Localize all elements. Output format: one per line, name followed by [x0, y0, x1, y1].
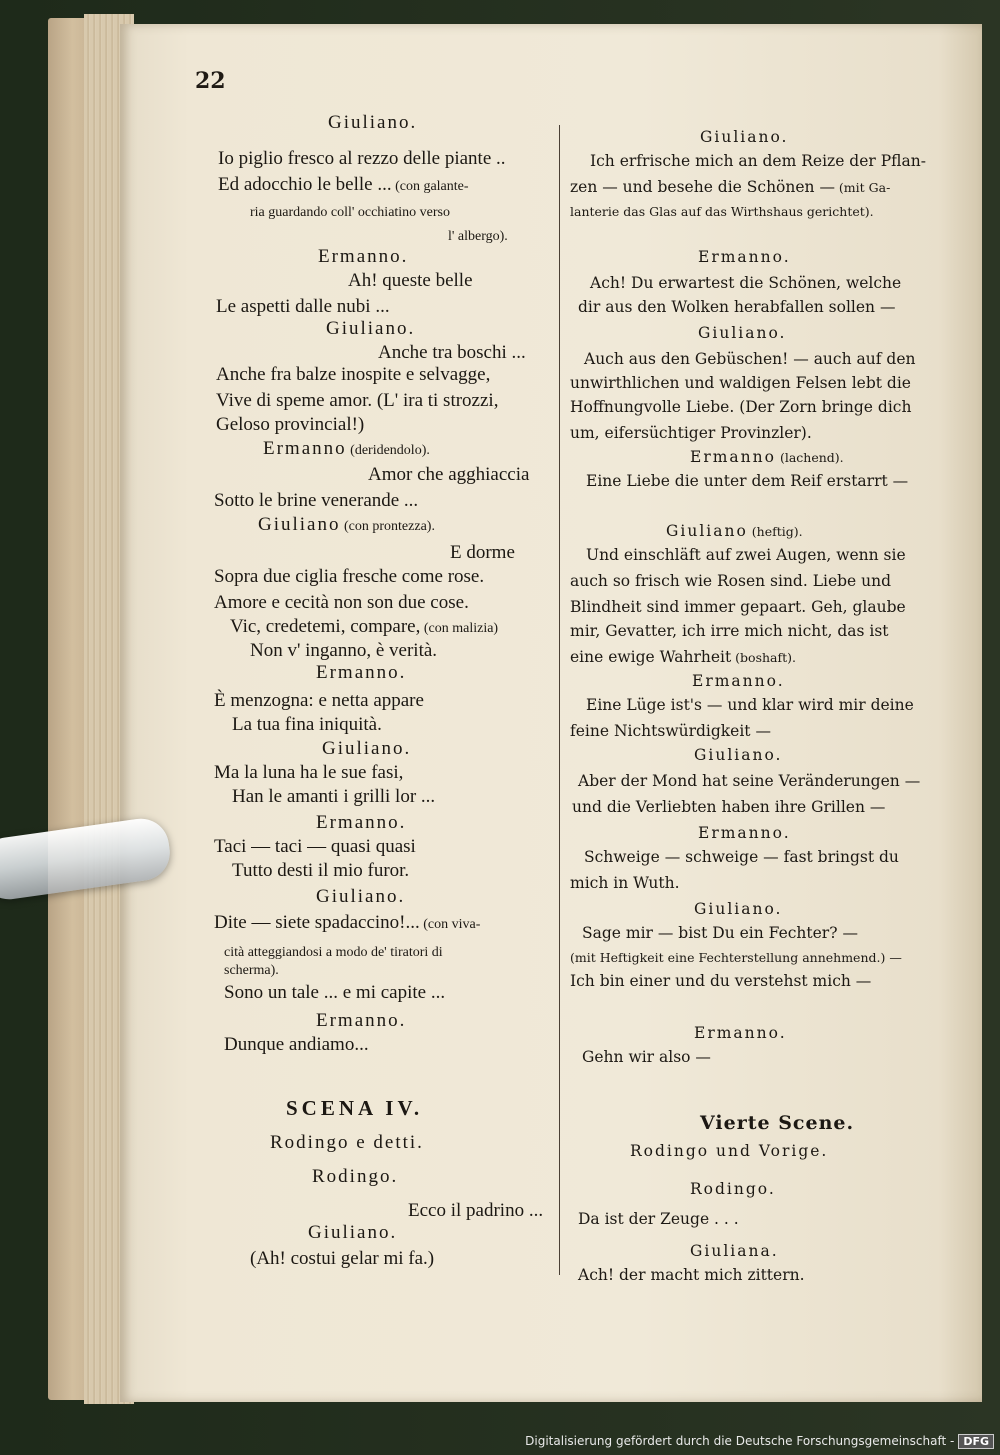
text-line	[250, 1248, 434, 1270]
line-text: Eine Lüge ist's — und klar wird mir deine	[586, 696, 914, 714]
line-text: Sono un tale ... e mi capite ...	[224, 982, 446, 1003]
text-line	[230, 616, 498, 638]
digitization-footer	[525, 1431, 994, 1451]
text-line	[214, 762, 403, 784]
line-text: SCENA IV.	[286, 1096, 424, 1120]
line-text: Vierte Scene.	[700, 1112, 855, 1134]
text-line	[582, 1048, 711, 1066]
line-text: unwirthlichen und waldigen Felsen lebt die	[570, 374, 911, 392]
speaker-line	[270, 1132, 424, 1154]
text-line	[586, 546, 906, 564]
speaker-line	[308, 1222, 397, 1244]
line-text: Gehn wir also —	[582, 1048, 711, 1066]
text-line	[224, 1034, 369, 1056]
line-text: zen — und besehe die Schönen —	[570, 178, 835, 196]
stage-direction: (mit Ga-	[834, 180, 891, 195]
scene-heading	[286, 1096, 423, 1121]
text-line	[570, 722, 771, 740]
text-line	[570, 598, 906, 616]
stage-direction: (lachend).	[775, 450, 844, 465]
line-text: Aber der Mond hat seine Veränderungen —	[578, 772, 921, 790]
speaker-line	[690, 1180, 776, 1198]
line-text: Ermanno	[690, 448, 776, 466]
line-text: Giuliano.	[316, 886, 406, 907]
line-text: Ach! der macht mich zittern.	[578, 1266, 805, 1284]
line-text: um, eifersüchtiger Provinzler).	[570, 424, 812, 442]
text-line	[578, 298, 895, 316]
speaker-line	[316, 812, 406, 834]
line-text: Rodingo.	[690, 1180, 776, 1198]
text-line	[570, 648, 796, 666]
text-line	[590, 274, 901, 292]
line-text: Ermanno.	[316, 812, 407, 833]
line-text: Dunque andiamo...	[224, 1034, 369, 1055]
line-text: Giuliana.	[690, 1242, 779, 1260]
line-text: Ecco il padrino ...	[408, 1200, 544, 1221]
line-text: Giuliano.	[694, 900, 783, 918]
text-line	[408, 1200, 543, 1222]
text-line	[214, 490, 418, 512]
text-line	[570, 424, 812, 442]
text-line	[448, 224, 508, 246]
text-line	[586, 472, 908, 490]
text-line	[570, 972, 871, 990]
line-text: feine Nichtswürdigkeit —	[570, 722, 771, 740]
text-line	[232, 714, 382, 736]
column-divider	[559, 125, 560, 1275]
speaker-line	[694, 1024, 787, 1042]
line-text: Rodingo und Vorige.	[630, 1142, 829, 1160]
line-text: Ermanno.	[692, 672, 785, 690]
line-text: Ed adocchio le belle ...	[218, 174, 392, 195]
line-text: Giuliano	[258, 514, 341, 535]
stage-direction: lanterie das Glas auf das Wirthshaus gerichtet).	[570, 204, 874, 219]
text-line	[578, 1210, 739, 1228]
text-line	[224, 958, 279, 980]
line-text: Eine Liebe die unter dem Reif erstarrt —	[586, 472, 909, 490]
text-line	[582, 924, 858, 942]
line-text: Ermanno.	[698, 824, 791, 842]
text-line	[570, 178, 890, 196]
text-line	[586, 696, 914, 714]
footer-credit: Digitalisierung gefördert durch die Deutsche Forschungsgemeinschaft -	[525, 1434, 955, 1448]
line-text: Da ist der Zeuge . . .	[578, 1210, 739, 1228]
text-line	[348, 270, 473, 292]
dfg-logo: DFG	[958, 1434, 994, 1449]
line-text: Sopra due ciglia fresche come rose.	[214, 566, 485, 587]
text-line	[250, 200, 450, 222]
line-text: Ermanno.	[316, 1010, 407, 1031]
text-line	[572, 798, 885, 816]
line-text: Ich bin einer und du verstehst mich —	[570, 972, 872, 990]
line-text: Ma la luna ha le sue fasi,	[214, 762, 404, 783]
stage-direction: cità atteggiandosi a modo de' tiratori di	[224, 945, 443, 960]
line-text: Anche tra boschi ...	[378, 342, 526, 363]
speaker-line	[258, 514, 435, 536]
speaker-line	[326, 318, 415, 340]
line-text: Geloso provincial!)	[216, 414, 365, 435]
text-line	[214, 690, 424, 712]
stage-direction: (con viva-	[419, 917, 481, 932]
scene-heading	[700, 1112, 854, 1134]
text-line	[570, 948, 902, 966]
line-text: E dorme	[450, 542, 515, 563]
line-text: Ermanno.	[316, 662, 407, 683]
line-text: Amore e cecità non son due cose.	[214, 592, 469, 613]
text-line	[216, 414, 364, 436]
speaker-line	[700, 128, 788, 146]
line-text: Sotto le brine venerande ...	[214, 490, 419, 511]
text-line	[590, 152, 926, 170]
line-text: Taci — taci — quasi quasi	[214, 836, 416, 857]
line-text: Ermanno	[263, 438, 347, 459]
text-line	[584, 350, 915, 368]
stage-direction: (con malizia)	[420, 621, 499, 636]
text-line	[216, 390, 498, 412]
line-text: Giuliano.	[308, 1222, 398, 1243]
text-line	[214, 566, 484, 588]
speaker-line	[316, 1010, 406, 1032]
line-text: Vive di speme amor. (L' ira ti strozzi,	[216, 390, 499, 411]
line-text: Und einschläft auf zwei Augen, wenn sie	[586, 546, 906, 564]
stage-direction: ria guardando coll' occhiatino verso	[250, 205, 451, 220]
line-text: Giuliano.	[326, 318, 416, 339]
speaker-line	[263, 438, 430, 460]
line-text: Anche fra balze inospite e selvagge,	[216, 364, 491, 385]
line-text: Sage mir — bist Du ein Fechter? —	[582, 924, 858, 942]
stage-direction: (deridendolo).	[346, 443, 430, 458]
speaker-line	[698, 824, 791, 842]
text-line	[578, 1266, 805, 1284]
line-text: Ermanno.	[698, 248, 791, 266]
text-line	[214, 836, 416, 858]
speaker-line	[690, 448, 844, 466]
stage-direction: (mit Heftigkeit eine Fechterstellung annehmend.) —	[570, 950, 902, 965]
speaker-line	[698, 324, 786, 342]
text-line	[578, 772, 920, 790]
speaker-line	[666, 522, 803, 540]
line-text: auch so frisch wie Rosen sind. Liebe und	[570, 572, 892, 590]
line-text: Blindheit sind immer gepaart. Geh, glaube	[570, 598, 906, 616]
stage-direction: (con galante-	[391, 179, 469, 194]
line-text: Giuliano	[666, 522, 748, 540]
speaker-line	[312, 1166, 398, 1188]
line-text: Vic, credetemi, compare,	[230, 616, 421, 637]
line-text: Ah! queste belle	[348, 270, 473, 291]
line-text: Le aspetti dalle nubi ...	[216, 296, 390, 317]
line-text: Giuliano.	[694, 746, 783, 764]
text-line	[250, 640, 437, 662]
line-text: und die Verliebten haben ihre Grillen —	[572, 798, 886, 816]
line-text: Schweige — schweige — fast bringst du	[584, 848, 899, 866]
stage-direction: (heftig).	[747, 524, 803, 539]
line-text: Giuliano.	[328, 112, 418, 133]
line-text: Rodingo.	[312, 1166, 399, 1187]
line-text: eine ewige Wahrheit	[570, 648, 732, 666]
text-line	[218, 148, 506, 170]
speaker-line	[698, 248, 791, 266]
text-line	[232, 786, 435, 808]
line-text: Tutto desti il mio furor.	[232, 860, 410, 881]
line-text: Dite — siete spadaccino!...	[214, 912, 420, 933]
speaker-line	[318, 246, 408, 268]
line-text: Ermanno.	[694, 1024, 787, 1042]
line-text: Giuliano.	[700, 128, 789, 146]
line-text: È menzogna: e netta appare	[214, 690, 424, 711]
text-line	[232, 860, 409, 882]
line-text: Ermanno.	[318, 246, 409, 267]
line-text: La tua fina iniquità.	[232, 714, 382, 735]
speaker-line	[692, 672, 785, 690]
line-text: Non v' inganno, è verità.	[250, 640, 438, 661]
line-text: mich in Wuth.	[570, 874, 680, 892]
line-text: Giuliano.	[322, 738, 412, 759]
text-line	[368, 464, 529, 486]
speaker-line	[316, 886, 405, 908]
stage-direction: (con prontezza).	[340, 519, 435, 534]
line-text: Ich erfrische mich an dem Reize der Pflan-	[590, 152, 926, 170]
line-text: Io piglio fresco al rezzo delle piante ..	[218, 148, 506, 169]
text-line	[570, 874, 680, 892]
text-line	[218, 174, 469, 196]
text-line	[214, 912, 480, 934]
text-line	[214, 592, 469, 614]
text-line	[570, 374, 911, 392]
line-text: Auch aus den Gebüschen! — auch auf den	[584, 350, 916, 368]
speaker-line	[694, 900, 782, 918]
speaker-line	[328, 112, 417, 134]
line-text: Rodingo e detti.	[270, 1132, 424, 1153]
stage-direction: scherma).	[224, 963, 279, 978]
page-number: 22	[195, 68, 226, 94]
line-text: Han le amanti i grilli lor ...	[232, 786, 436, 807]
line-text: (Ah! costui gelar mi fa.)	[250, 1248, 435, 1269]
line-text: Giuliano.	[698, 324, 787, 342]
line-text: mir, Gevatter, ich irre mich nicht, das ist	[570, 622, 889, 640]
text-line	[378, 342, 526, 364]
text-line	[216, 364, 490, 386]
text-line	[216, 296, 390, 318]
text-line	[450, 542, 515, 564]
line-text: Ach! Du erwartest die Schönen, welche	[590, 274, 902, 292]
speaker-line	[316, 662, 406, 684]
text-line	[570, 398, 911, 416]
speaker-line	[690, 1242, 779, 1260]
text-line	[570, 202, 874, 220]
speaker-line	[322, 738, 411, 760]
speaker-line	[630, 1142, 828, 1160]
text-line	[570, 622, 889, 640]
text-line	[570, 572, 891, 590]
text-line	[584, 848, 899, 866]
line-text: Hoffnungvolle Liebe. (Der Zorn bringe dich	[570, 398, 912, 416]
line-text: dir aus den Wolken herabfallen sollen —	[578, 298, 896, 316]
text-line	[224, 982, 445, 1004]
line-text: Amor che agghiaccia	[368, 464, 530, 485]
stage-direction: (boshaft).	[731, 650, 796, 665]
stage-direction: l' albergo).	[448, 229, 508, 244]
speaker-line	[694, 746, 782, 764]
